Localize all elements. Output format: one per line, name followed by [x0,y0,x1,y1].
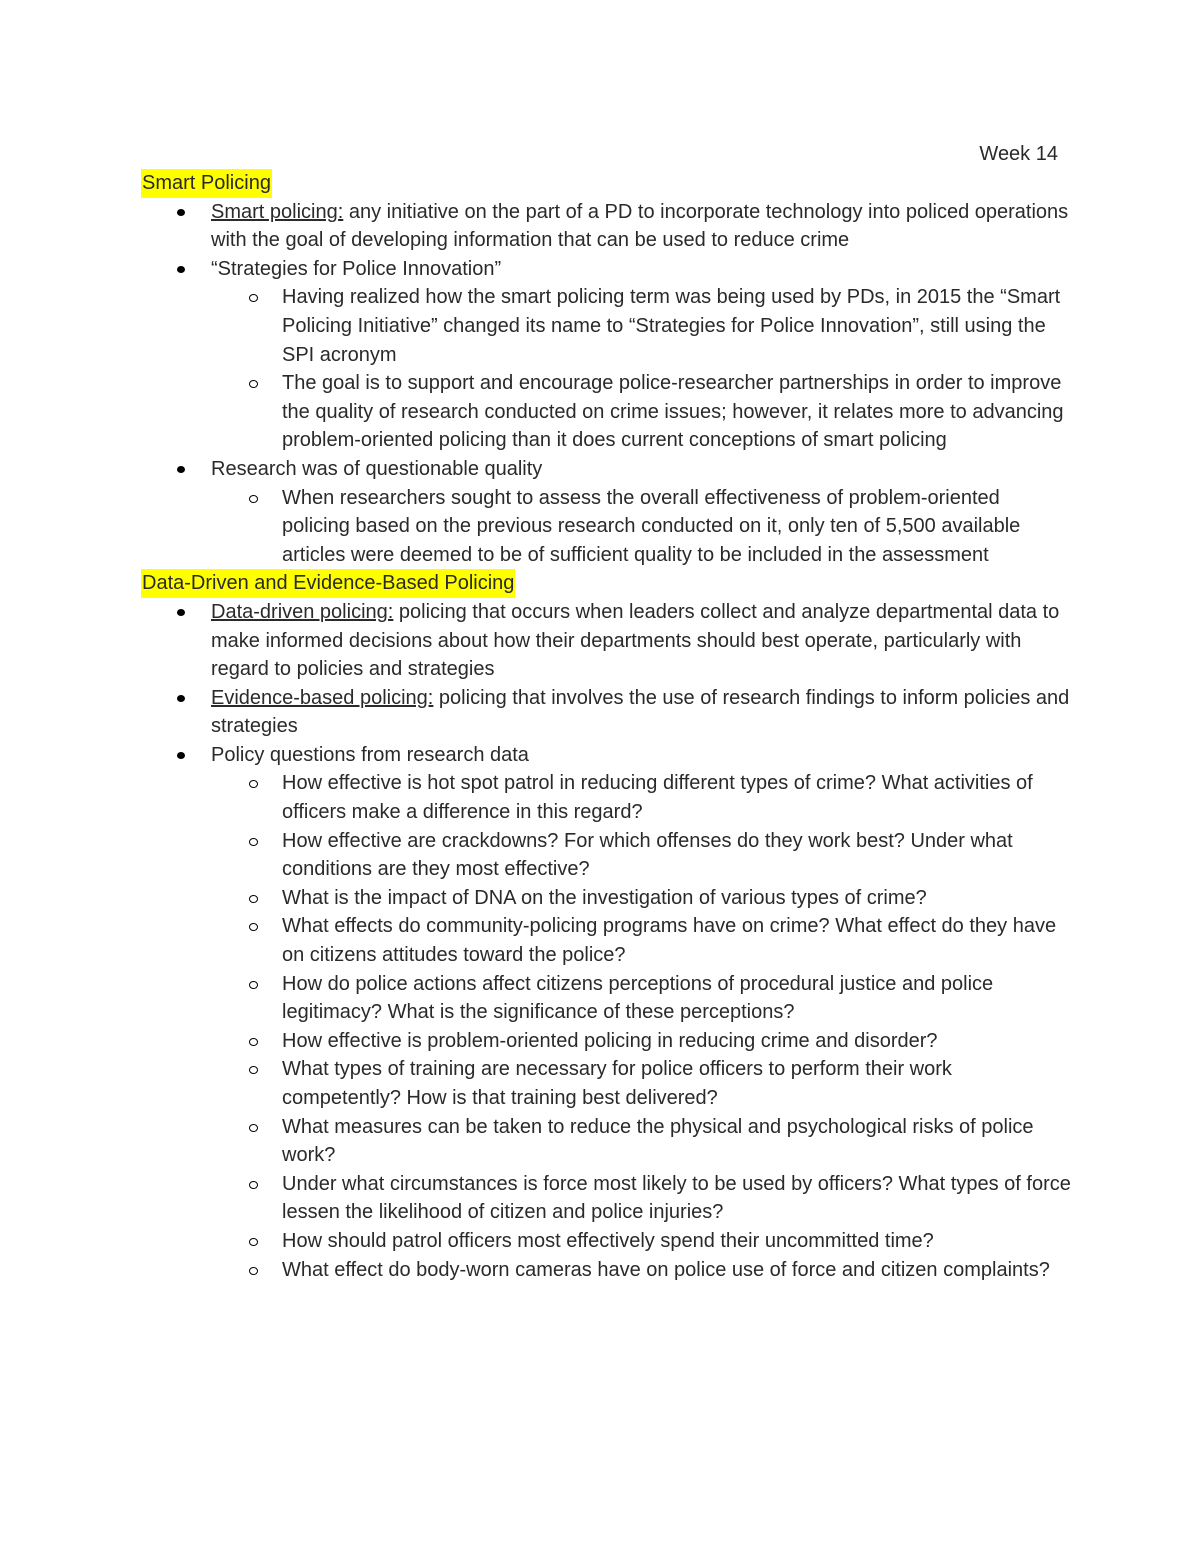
sub-bullet-item [282,1170,1071,1227]
sub-bullet-item [282,369,1071,455]
hollow-bullet-icon [249,923,258,931]
sub-bullet-text: How effective is hot spot patrol in reducing different types of crime? What activities of officers make a difference in this regard? [282,772,1033,824]
filled-bullet-icon [177,266,185,273]
sub-bullet-item [282,970,1071,1027]
defined-term: Data-driven policing: [211,600,394,623]
hollow-bullet-icon [249,1124,258,1132]
sub-bullet-text: How should patrol officers most effectively spend their uncommitted time? [282,1229,934,1252]
bullet-item [211,741,1071,1284]
defined-term: Smart policing: [211,200,344,223]
sub-bullet-item [282,1113,1071,1170]
hollow-bullet-icon [249,780,258,788]
filled-bullet-icon [177,609,185,616]
sub-bullet-text: What effects do community-policing programs have on crime? What effect do they have on citizens attitudes toward the police? [282,915,1057,967]
sub-bullet-item [282,1256,1071,1285]
filled-bullet-icon [177,466,185,473]
bullet-text: Research was of questionable quality [211,457,543,480]
hollow-bullet-icon [249,1038,258,1046]
sub-bullet-text: Having realized how the smart policing term was being used by PDs, in 2015 the “Smart Policing Initiative” changed its name to “Strategies for Police Innovation”, still using the SPI acronym [282,286,1061,366]
sub-bullet-item [282,884,1071,913]
week-label: Week 14 [979,143,1058,165]
sub-bullet-text: When researchers sought to assess the overall effectiveness of problem-oriented policing based on the previous research conducted on it, only ten of 5,500 available articles were deemed to be of sufficient quality to be included in the assessment [282,486,1021,566]
sub-bullet-text: The goal is to support and encourage police-researcher partnerships in order to improve the quality of research conducted on crime issues; however, it relates more to advancing problem-oriented policing than it does current conceptions of smart policing [282,372,1064,452]
hollow-bullet-icon [249,1238,258,1246]
sub-bullet-text: What types of training are necessary for police officers to perform their work competently? How is that training best delivered? [282,1058,952,1109]
bullet-item [211,198,1071,255]
filled-bullet-icon [177,209,185,216]
sub-bullet-text: Under what circumstances is force most likely to be used by officers? What types of force lessen the likelihood of citizen and police injuries? [282,1172,1071,1224]
notes-content [141,169,1071,1284]
sub-bullet-item [282,827,1071,884]
hollow-bullet-icon [249,1267,258,1275]
sub-bullet-item [282,1027,1071,1056]
defined-term: Evidence-based policing: [211,686,434,709]
bullet-list [141,598,1071,1284]
hollow-bullet-icon [249,981,258,989]
sub-bullet-item [282,912,1071,969]
sub-bullet-item [282,1227,1071,1256]
bullet-text: Policy questions from research data [211,743,529,766]
sub-bullet-text: How do police actions affect citizens perceptions of procedural justice and police legitimacy? What is the significance of these perceptions? [282,972,994,1024]
bullet-item [211,598,1071,684]
bullet-text: “Strategies for Police Innovation” [211,257,502,280]
hollow-bullet-icon [249,838,258,846]
sub-bullet-item [282,283,1071,369]
hollow-bullet-icon [249,1181,258,1189]
hollow-bullet-icon [249,1066,258,1074]
sub-bullet-item [282,1055,1071,1112]
bullet-text: any initiative on the part of a PD to incorporate technology into policed operations with the goal of developing information that can be used to reduce crime [211,200,1069,252]
section-heading-row [141,569,1071,598]
sub-bullet-text: What measures can be taken to reduce the physical and psychological risks of police work? [282,1115,1034,1167]
sub-bullet-item [282,484,1071,570]
bullet-list [141,198,1071,570]
section-heading: Smart Policing [141,169,272,198]
bullet-item [211,455,1071,569]
filled-bullet-icon [177,695,185,702]
sub-bullet-list [211,769,1071,1284]
hollow-bullet-icon [249,495,258,503]
bullet-item [211,684,1071,741]
sub-bullet-list [211,283,1071,455]
bullet-item [211,255,1071,455]
bullet-text: policing that involves the use of research findings to inform policies and strategies [211,686,1070,738]
sub-bullet-item [282,769,1071,826]
sub-bullet-text: What is the impact of DNA on the investigation of various types of crime? [282,886,927,909]
sub-bullet-text: What effect do body-worn cameras have on police use of force and citizen complaints? [282,1258,1050,1281]
sub-bullet-list [211,484,1071,570]
hollow-bullet-icon [249,294,258,302]
sub-bullet-text: How effective are crackdowns? For which offenses do they work best? Under what conditions are they most effective? [282,829,1013,881]
hollow-bullet-icon [249,380,258,388]
section-heading: Data-Driven and Evidence-Based Policing [141,569,515,598]
sub-bullet-text: How effective is problem-oriented policing in reducing crime and disorder? [282,1029,938,1052]
hollow-bullet-icon [249,895,258,903]
section-heading-row [141,169,1071,198]
bullet-text: policing that occurs when leaders collect and analyze departmental data to make informed decisions about how their departments should best operate, particularly with regard to policies and strategies [211,600,1060,681]
filled-bullet-icon [177,752,185,759]
